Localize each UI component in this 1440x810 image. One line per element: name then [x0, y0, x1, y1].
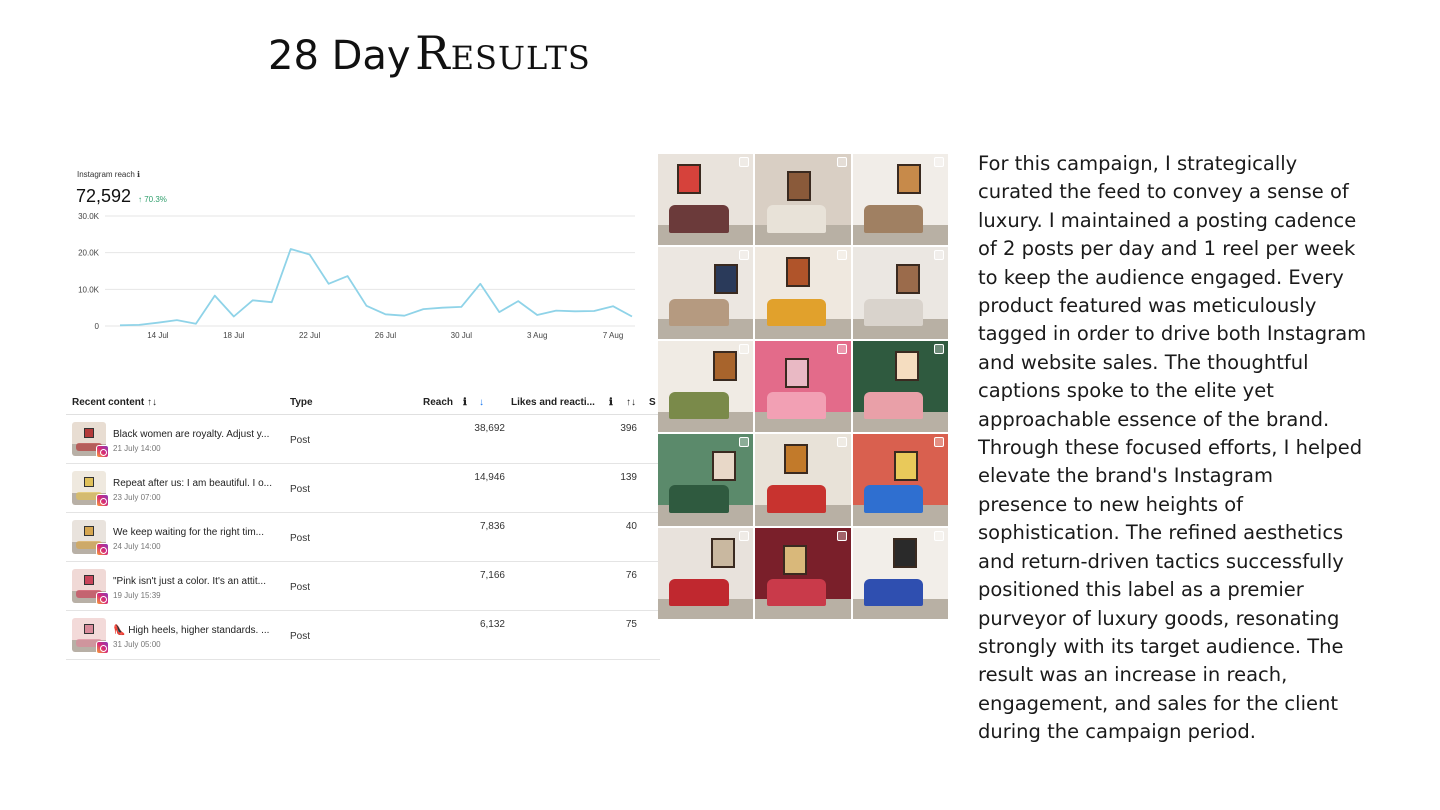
- sofa: [669, 485, 728, 512]
- header-reach[interactable]: Reach: [423, 397, 454, 408]
- sofa: [767, 392, 826, 419]
- feed-post-tile[interactable]: [755, 154, 850, 245]
- y-tick-label: 20.0K: [78, 248, 99, 258]
- sofa: [864, 299, 923, 326]
- sofa: [864, 205, 923, 232]
- y-tick-label: 0: [94, 322, 99, 331]
- shopping-bag-icon: [739, 531, 749, 541]
- sofa: [864, 579, 923, 606]
- sofa: [669, 299, 728, 326]
- feed-post-tile[interactable]: [853, 341, 948, 432]
- sofa: [864, 485, 923, 512]
- feed-post-tile[interactable]: [853, 528, 948, 619]
- sofa: [669, 579, 728, 606]
- post-caption[interactable]: 👠 High heels, higher standards. ...: [113, 625, 270, 636]
- page-title: [268, 26, 591, 80]
- feed-post-tile[interactable]: [755, 341, 850, 432]
- shopping-bag-icon: [934, 157, 944, 167]
- header-recent-content[interactable]: Recent content ↑↓: [72, 397, 158, 408]
- post-date: 21 July 14:00: [113, 444, 161, 453]
- reach-series-line: [120, 249, 632, 325]
- feed-post-tile[interactable]: [658, 154, 753, 245]
- feed-post-tile[interactable]: [658, 341, 753, 432]
- post-type: Post: [290, 484, 311, 495]
- post-likes: 396: [620, 423, 637, 434]
- instagram-reach-panel: [60, 150, 640, 350]
- table-row[interactable]: [66, 513, 660, 562]
- table-body: [66, 415, 660, 660]
- info-icon[interactable]: ℹ: [609, 397, 613, 408]
- reach-delta-badge: ↑ 70.3%: [138, 195, 167, 204]
- x-tick-label: 7 Aug: [602, 331, 624, 340]
- instagram-feed-grid: [658, 154, 948, 619]
- table-row[interactable]: [66, 611, 660, 660]
- feed-post-tile[interactable]: [755, 434, 850, 525]
- post-reach: 7,836: [479, 521, 505, 532]
- sofa: [767, 579, 826, 606]
- wall-art: [895, 351, 919, 381]
- title-part-2: Results: [415, 26, 591, 80]
- post-caption[interactable]: "Pink isn't just a color. It's an attit...: [113, 576, 266, 587]
- sort-down-icon[interactable]: ↓: [479, 397, 484, 408]
- wall-art: [677, 164, 701, 194]
- shopping-bag-icon: [934, 437, 944, 447]
- wall-art: [897, 164, 921, 194]
- x-tick-label: 30 Jul: [450, 331, 473, 340]
- wall-art: [713, 351, 737, 381]
- shopping-bag-icon: [934, 250, 944, 260]
- shopping-bag-icon: [837, 344, 847, 354]
- post-caption[interactable]: Repeat after us: I am beautiful. I o...: [113, 478, 272, 489]
- post-reach: 14,946: [474, 472, 505, 483]
- y-tick-label: 30.0K: [78, 212, 99, 221]
- reach-total-value: 72,592: [76, 186, 132, 206]
- table-row[interactable]: [66, 562, 660, 611]
- header-cut-column: S: [649, 397, 656, 408]
- post-type: Post: [290, 435, 311, 446]
- feed-post-tile[interactable]: [658, 247, 753, 338]
- sofa: [767, 205, 826, 232]
- sofa: [767, 299, 826, 326]
- shopping-bag-icon: [837, 250, 847, 260]
- instagram-icon: [96, 592, 109, 605]
- post-type: Post: [290, 631, 311, 642]
- post-likes: 139: [620, 472, 637, 483]
- header-type[interactable]: Type: [290, 397, 313, 408]
- info-icon[interactable]: ℹ: [137, 170, 141, 179]
- table-row[interactable]: [66, 415, 660, 464]
- shopping-bag-icon: [837, 531, 847, 541]
- feed-post-tile[interactable]: [755, 528, 850, 619]
- wall-art: [787, 171, 811, 201]
- post-reach: 6,132: [479, 619, 505, 630]
- feed-post-tile[interactable]: [853, 247, 948, 338]
- sofa: [669, 205, 728, 232]
- recent-content-table: [66, 390, 660, 660]
- shopping-bag-icon: [837, 157, 847, 167]
- feed-post-tile[interactable]: [658, 434, 753, 525]
- header-likes[interactable]: Likes and reacti...: [511, 397, 595, 408]
- wall-art: [896, 264, 920, 294]
- post-reach: 38,692: [474, 423, 505, 434]
- feed-post-tile[interactable]: [755, 247, 850, 338]
- feed-post-tile[interactable]: [853, 434, 948, 525]
- x-tick-label: 14 Jul: [147, 331, 169, 340]
- post-reach: 7,166: [479, 570, 505, 581]
- shopping-bag-icon: [934, 531, 944, 541]
- post-caption[interactable]: We keep waiting for the right tim...: [113, 527, 264, 538]
- reach-label: Instagram reach ℹ: [77, 170, 141, 179]
- instagram-icon: [96, 543, 109, 556]
- post-date: 19 July 15:39: [113, 591, 161, 600]
- info-icon[interactable]: ℹ: [463, 397, 467, 408]
- sofa: [669, 392, 728, 419]
- reach-line-chart: [60, 150, 640, 350]
- post-likes: 76: [625, 570, 637, 581]
- instagram-icon: [96, 494, 109, 507]
- table-row[interactable]: [66, 464, 660, 513]
- feed-post-tile[interactable]: [853, 154, 948, 245]
- post-caption[interactable]: Black women are royalty. Adjust y...: [113, 429, 270, 440]
- post-type: Post: [290, 582, 311, 593]
- post-date: 24 July 14:00: [113, 542, 161, 551]
- feed-post-tile[interactable]: [658, 528, 753, 619]
- post-date: 23 July 07:00: [113, 493, 161, 502]
- sofa: [767, 485, 826, 512]
- wall-art: [894, 451, 918, 481]
- instagram-icon: [96, 445, 109, 458]
- y-tick-label: 10.0K: [78, 285, 99, 295]
- wall-art: [785, 358, 809, 388]
- wall-art: [711, 538, 735, 568]
- post-likes: 40: [625, 521, 637, 532]
- shopping-bag-icon: [739, 157, 749, 167]
- shopping-bag-icon: [739, 250, 749, 260]
- instagram-icon: [96, 641, 109, 654]
- shopping-bag-icon: [739, 344, 749, 354]
- wall-art: [712, 451, 736, 481]
- table-header: [66, 390, 660, 415]
- wall-art: [784, 444, 808, 474]
- campaign-description: For this campaign, I strategically curated the feed to convey a sense of luxury. I maintained a posting cadence of 2 posts per day and 1 reel per week to keep the audience engaged. Every product featured was meticulously tagged in order to drive both Instagram and website sales. The thoughtful captions spoke to the elite yet approachable essence of the brand. Through these focused efforts, I helped elevate the brand's Instagram presence to new heights of sophistication. The refined aesthetics and return-driven tactics successfully positioned this label as a premier purveyor of luxury goods, resonating strongly with its target audience. The result was an increase in reach, engagement, and sales for the client during the campaign period.: [978, 152, 1367, 744]
- sofa: [864, 392, 923, 419]
- wall-art: [786, 257, 810, 287]
- x-tick-label: 22 Jul: [298, 331, 321, 340]
- wall-art: [714, 264, 738, 294]
- wall-art: [893, 538, 917, 568]
- post-date: 31 July 05:00: [113, 640, 161, 649]
- post-likes: 75: [625, 619, 637, 630]
- shopping-bag-icon: [934, 344, 944, 354]
- x-tick-label: 18 Jul: [223, 331, 245, 340]
- x-tick-label: 3 Aug: [526, 331, 548, 340]
- x-tick-label: 26 Jul: [374, 331, 397, 340]
- sort-icon[interactable]: ↑↓: [626, 397, 636, 408]
- shopping-bag-icon: [739, 437, 749, 447]
- title-part-1: 28 Day: [268, 33, 411, 79]
- wall-art: [783, 545, 807, 575]
- post-type: Post: [290, 533, 311, 544]
- shopping-bag-icon: [837, 437, 847, 447]
